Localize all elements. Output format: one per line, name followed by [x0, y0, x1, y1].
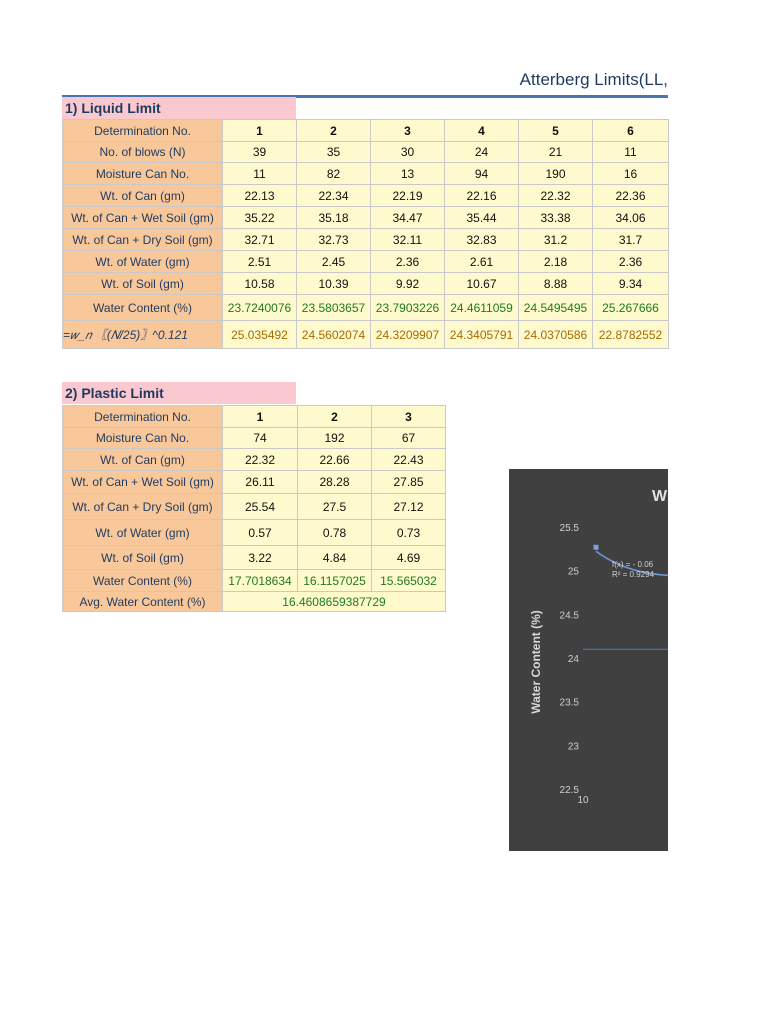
y-tick-label: 23.5 — [559, 697, 579, 709]
table-cell: 13 — [371, 163, 445, 185]
table-cell: 10.67 — [445, 273, 519, 295]
row-label: Wt. of Can (gm) — [63, 185, 223, 207]
y-tick-label: 24 — [567, 654, 579, 665]
table-cell: 32.73 — [297, 229, 371, 251]
table-row — [63, 471, 446, 494]
table-cell: 32.83 — [445, 229, 519, 251]
row-label: Moisture Can No. — [63, 428, 223, 449]
table-cell: 11 — [223, 163, 297, 185]
table-row — [63, 229, 669, 251]
table-cell: 0.73 — [372, 520, 446, 546]
row-label: Wt. of Can + Dry Soil (gm) — [63, 229, 223, 251]
table-cell: 22.36 — [593, 185, 669, 207]
table-cell: 22.19 — [371, 185, 445, 207]
table-cell: 22.8782552 — [593, 321, 669, 349]
table-cell: 35 — [297, 142, 371, 163]
y-tick-label: 22.5 — [559, 785, 579, 796]
x-tick-label: 10 — [577, 795, 589, 806]
table-cell: 9.34 — [593, 273, 669, 295]
table-cell: 2.51 — [223, 251, 297, 273]
table-cell: 4.84 — [298, 546, 372, 570]
row-label: Determination No. — [63, 406, 223, 428]
row-label: Wt. of Can + Wet Soil (gm) — [63, 207, 223, 229]
row-label: Wt. of Water (gm) — [63, 520, 223, 546]
table-cell: 34.47 — [371, 207, 445, 229]
data-point — [594, 545, 599, 550]
r-squared-label: R² = 0.9294 — [612, 570, 655, 579]
table-row — [63, 520, 446, 546]
table-cell: 22.66 — [298, 449, 372, 471]
table-cell: 0.78 — [298, 520, 372, 546]
x-axis-ticks — [577, 795, 589, 806]
table-cell: 23.7903226 — [371, 295, 445, 321]
table-cell: 22.13 — [223, 185, 297, 207]
table-row — [63, 120, 669, 142]
table-cell: 25.54 — [223, 494, 298, 520]
table-cell: 32.11 — [371, 229, 445, 251]
table-row — [63, 570, 446, 592]
table-cell: 28.28 — [298, 471, 372, 494]
plastic-limit-label: 2) Plastic Limit — [62, 382, 296, 404]
table-cell: 31.2 — [519, 229, 593, 251]
table-cell: 27.5 — [298, 494, 372, 520]
table-row — [63, 406, 446, 428]
table-cell: 4.69 — [372, 546, 446, 570]
table-row — [63, 207, 669, 229]
chart-canvas — [509, 469, 668, 851]
table-cell: 22.34 — [297, 185, 371, 207]
table-row — [63, 321, 669, 349]
table-cell: 10.39 — [297, 273, 371, 295]
table-cell: 16.1157025 — [298, 570, 372, 592]
row-label: Wt. of Can (gm) — [63, 449, 223, 471]
table-cell: 24.0370586 — [519, 321, 593, 349]
table-cell: 22.32 — [519, 185, 593, 207]
average-water-content: 16.4608659387729 — [223, 592, 446, 612]
y-tick-label: 25.5 — [559, 523, 579, 534]
table-cell: 24.3209907 — [371, 321, 445, 349]
liquid-limit-table — [62, 119, 669, 349]
table-cell: 35.44 — [445, 207, 519, 229]
table-cell: 17.7018634 — [223, 570, 298, 592]
table-cell: 82 — [297, 163, 371, 185]
table-cell: 30 — [371, 142, 445, 163]
table-row — [63, 449, 446, 471]
table-cell: 24.5602074 — [297, 321, 371, 349]
table-cell: 32.71 — [223, 229, 297, 251]
row-label: No. of blows (N) — [63, 142, 223, 163]
row-label: Wt. of Soil (gm) — [63, 273, 223, 295]
flow-curve-chart — [509, 469, 668, 851]
table-row — [63, 273, 669, 295]
row-label: Moisture Can No. — [63, 163, 223, 185]
table-cell: 2.45 — [297, 251, 371, 273]
table-cell: 26.11 — [223, 471, 298, 494]
liquid-limit-label: 1) Liquid Limit — [62, 97, 296, 119]
table-cell: 9.92 — [371, 273, 445, 295]
table-cell: 24.5495495 — [519, 295, 593, 321]
table-cell: 15.565032 — [372, 570, 446, 592]
table-cell: 2.36 — [371, 251, 445, 273]
table-cell: 21 — [519, 142, 593, 163]
table-cell: 22.43 — [372, 449, 446, 471]
table-cell: 10.58 — [223, 273, 297, 295]
y-tick-label: 25 — [567, 566, 579, 578]
table-cell: 35.22 — [223, 207, 297, 229]
table-cell: 0.57 — [223, 520, 298, 546]
table-cell: 3.22 — [223, 546, 298, 570]
table-cell: 27.12 — [372, 494, 446, 520]
row-label: Water Content (%) — [63, 295, 223, 321]
y-tick-label: 24.5 — [559, 610, 579, 622]
table-cell: 39 — [223, 142, 297, 163]
table-cell: 35.18 — [297, 207, 371, 229]
table-cell: 2.36 — [593, 251, 669, 273]
table-cell: 25.267666 — [593, 295, 669, 321]
chart-ylabel: Water Content (%) — [529, 610, 543, 714]
table-cell: 2.61 — [445, 251, 519, 273]
table-cell: 2.18 — [519, 251, 593, 273]
table-cell: 22.16 — [445, 185, 519, 207]
row-label: Avg. Water Content (%) — [63, 592, 223, 612]
table-cell: 67 — [372, 428, 446, 449]
table-cell: 16 — [593, 163, 669, 185]
plastic-limit-table — [62, 405, 446, 612]
table-row — [63, 546, 446, 570]
table-cell: 23.5803657 — [297, 295, 371, 321]
table-cell: 6 — [593, 120, 669, 142]
table-cell: 3 — [372, 406, 446, 428]
data-points — [594, 545, 599, 550]
row-label: =𝑤_𝑛 〖(𝑁/25)〗^0.121 — [63, 321, 223, 349]
table-row — [63, 185, 669, 207]
table-row — [63, 428, 446, 449]
row-label: Determination No. — [63, 120, 223, 142]
table-cell: 24.3405791 — [445, 321, 519, 349]
row-label: Water Content (%) — [63, 570, 223, 592]
table-cell: 94 — [445, 163, 519, 185]
table-row — [63, 142, 669, 163]
average-row — [63, 592, 446, 612]
table-cell: 8.88 — [519, 273, 593, 295]
table-cell: 22.32 — [223, 449, 298, 471]
table-cell: 33.38 — [519, 207, 593, 229]
table-row — [63, 295, 669, 321]
table-cell: 24 — [445, 142, 519, 163]
table-cell: 24.4611059 — [445, 295, 519, 321]
page-title: Atterberg Limits(LL, — [519, 70, 668, 89]
table-cell: 3 — [371, 120, 445, 142]
table-cell: 74 — [223, 428, 298, 449]
table-cell: 1 — [223, 406, 298, 428]
table-cell: 23.7240076 — [223, 295, 297, 321]
y-tick-label: 23 — [567, 741, 579, 753]
table-row — [63, 163, 669, 185]
table-cell: 27.85 — [372, 471, 446, 494]
table-row — [63, 251, 669, 273]
y-axis-ticks — [560, 523, 580, 796]
row-label: Wt. of Water (gm) — [63, 251, 223, 273]
table-cell: 25.035492 — [223, 321, 297, 349]
chart-title: W — [652, 488, 668, 505]
table-cell: 5 — [519, 120, 593, 142]
row-label: Wt. of Can + Wet Soil (gm) — [63, 471, 223, 494]
table-cell: 192 — [298, 428, 372, 449]
table-row — [63, 494, 446, 520]
table-cell: 11 — [593, 142, 669, 163]
table-cell: 4 — [445, 120, 519, 142]
table-cell: 2 — [298, 406, 372, 428]
table-cell: 34.06 — [593, 207, 669, 229]
trendline-equation: f(x) = - 0.06 — [612, 560, 654, 569]
row-label: Wt. of Soil (gm) — [63, 546, 223, 570]
table-cell: 2 — [297, 120, 371, 142]
table-cell: 31.7 — [593, 229, 669, 251]
table-cell: 190 — [519, 163, 593, 185]
row-label: Wt. of Can + Dry Soil (gm) — [63, 494, 223, 520]
table-cell: 1 — [223, 120, 297, 142]
